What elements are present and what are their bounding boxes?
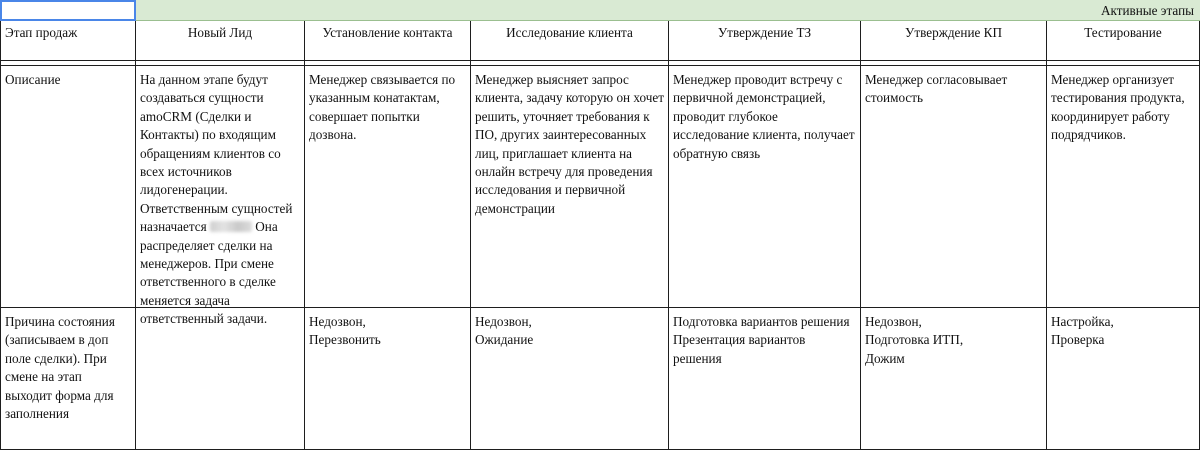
header-new-lead[interactable]: Новый Лид	[136, 21, 305, 61]
cell-research-description[interactable]: Менеджер выясняет запрос клиента, задачу которую он хочет решить, уточняет требования к ПО, других заинтересованных лиц, приглашает клиента на онлайн встречу для проведения исследования и первичной демонстрации	[471, 66, 669, 308]
cell-testing-description[interactable]: Менеджер организует тестирования продукта, координирует работу подрядчиков.	[1047, 66, 1200, 308]
cell-research-reason[interactable]: Недозвон, Ожидание	[471, 308, 669, 450]
header-stage-label[interactable]: Этап продаж	[0, 21, 136, 61]
header-testing[interactable]: Тестирование	[1047, 21, 1200, 61]
header-tz-approval[interactable]: Утверждение ТЗ	[669, 21, 861, 61]
cell-kp-reason[interactable]: Недозвон, Подготовка ИТП, Дожим	[861, 308, 1047, 450]
new-lead-description-text-cont: Она распределяет сделки на менеджеров. При смене ответственного в сделке меняется задача ответственный задачи.	[140, 219, 278, 327]
name-box-input[interactable]	[0, 0, 136, 21]
redacted-name	[210, 221, 252, 232]
cell-testing-reason[interactable]: Настройка, Проверка	[1047, 308, 1200, 450]
cell-new-lead-reason[interactable]	[136, 308, 305, 450]
cell-contact-description[interactable]: Менеджер связывается по указанным конатактам, совершает попытки дозвона.	[305, 66, 471, 308]
row-label-reason[interactable]: Причина состояния (записываем в доп поле сделки). При смене на этап выходит форма для заполнения	[0, 308, 136, 450]
cell-contact-reason[interactable]: Недозвон, Перезвонить	[305, 308, 471, 450]
header-research[interactable]: Исследование клиента	[471, 21, 669, 61]
header-contact[interactable]: Установление контакта	[305, 21, 471, 61]
row-label-description[interactable]: Описание	[0, 66, 136, 308]
active-stages-banner[interactable]: Активные этапы	[136, 0, 1200, 21]
new-lead-description-text: На данном этапе будут создаваться сущности amoCRM (Сделки и Контакты) по входящим обращениям клиентов со всех источников лидогенерации. Ответственным сущностей назначается	[140, 72, 293, 235]
header-kp-approval[interactable]: Утверждение КП	[861, 21, 1047, 61]
cell-kp-description[interactable]: Менеджер согласовывает стоимость	[861, 66, 1047, 308]
cell-tz-reason[interactable]: Подготовка вариантов решения Презентация вариантов решения	[669, 308, 861, 450]
cell-new-lead-description[interactable]	[136, 66, 305, 327]
cell-tz-description[interactable]: Менеджер проводит встречу с первичной демонстрацией, проводит глубокое исследование клиента, получает обратную связь	[669, 66, 861, 308]
